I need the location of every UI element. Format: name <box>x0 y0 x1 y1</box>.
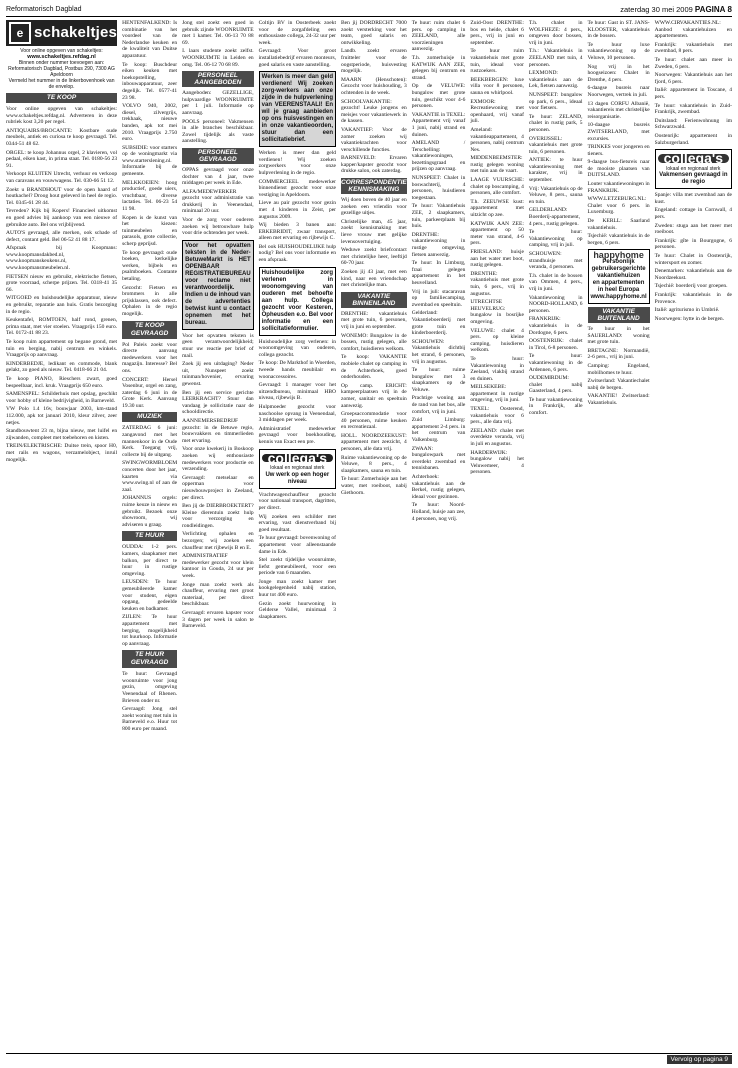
classified-ad: Gevraagd: Jong stel zoekt woning met tuin in Barneveld e.o. Huur tot 800 euro per maand. <box>122 706 178 733</box>
classified-ad: Ruime vakantiewoning op de Veluwe, 8 pers., 4 slaapkamers, sauna en tuin. <box>341 454 407 474</box>
classified-ad: Groepsaccommodatie voor 40 personen, ruime keuken en recreatiezaal. <box>341 411 407 431</box>
page-date: zaterdag 30 mei 2009 PAGINA 8 <box>620 5 732 14</box>
classified-ad: Achterhoek: vakantiehuis aan de Berkel, rustig gelegen, ideaal voor gezinnen. <box>411 474 466 500</box>
classified-ad: DRENTHE: vakantiehuis met grote tuin, 6 pers., vrij in augustus. <box>470 270 524 297</box>
logo-name: schakeltjes <box>34 23 118 41</box>
classified-ad: Zwitserland: Vakantiechalet nabij de bergen. <box>587 378 650 391</box>
classified-ad: 10-daagse busreis ZWITSERLAND, met excursies. <box>587 122 650 142</box>
classified-ad: Gevraagd: ervaren kapster voor 3 dagen per week in salon te Barneveld. <box>182 610 254 630</box>
classified-ad: Christelijke man, 45 jaar, zoekt kennismaking met lieve vrouw met gelijke levensovertuiging. <box>341 218 407 245</box>
classified-ad: T.h.: Vakantiehuis in ZEELAND met tuin, 4 personen. <box>528 48 583 68</box>
section-header-personeel-aangeboden: PERSONEEL AANGEBODEN <box>182 71 254 87</box>
classified-ad: WONEMO: Bungalow in de bossen, rustig gelegen, alle comfort, huisdieren welkom. <box>341 332 407 352</box>
classified-ad: POOLS personeel: Vakmensen in alle branches beschikbaar. Zowel tijdelijk als vaste aanstelling. <box>182 118 254 145</box>
ad-list <box>182 333 254 630</box>
classified-ad: VW Polo 1.4 16v, bouwjaar 2003, km-stand 112.000, apk tot januari 2010, kleur zilver, zeer netjes. <box>6 406 118 426</box>
classified-ad: DRENTHE: vakantiehuis met grote tuin, 6 personen, vrij in juni en september. <box>341 310 407 330</box>
column-7 <box>470 20 524 1056</box>
classified-ad: ADMINISTRATIEF medewerker gezocht voor klein kantoor in Gouda, 24 uur per week. <box>182 553 254 580</box>
classified-ad: SCHOOLVAKANTIE: gezocht! Leuke jongens en meisjes voor vakantiewerk in de kassen. <box>341 98 407 125</box>
classified-ad: Denemarken: vakantiehuis aan de Noordzeekust. <box>654 268 732 281</box>
classified-ad: Te huur: Vakantiehuis ZEE, 2 slaapkamers, tuin, parkeerplaats bij huis. <box>411 203 466 230</box>
ad-list <box>655 20 732 146</box>
classified-ad: Spanje: villa met zwembad aan de kust. <box>654 192 732 205</box>
classified-ad: Te huur: Vakantiewoning op camping, vrij in juli. <box>528 229 583 249</box>
section-header-correspondentie: CORRESPONDENTIE KENNISMAKING <box>341 179 407 194</box>
column-2 <box>122 20 177 1056</box>
happyhome-url[interactable]: www.happyhome.nl <box>590 294 647 300</box>
classified-ad: Voor de zorg voor ouderen zoeken wij betrouwbare hulp voor drie ochtenden per week. <box>182 217 254 237</box>
ad-list <box>412 20 466 522</box>
classified-ad: Te koop: Buschdeur eiken keuken met hoekopstelling, inbouwapparatuur, zeer degelijk. Tel. 0577-41 23 98. <box>122 61 178 101</box>
classified-ad: MAARN (Henschoten): Gezocht voor huishouding, 3 ochtenden in de week. <box>341 76 407 96</box>
classified-ad: Tevreden? Kijk bij Kopers! Financieel uitkomst en goed advies bij aankoop van een nieuwe of gebruikte auto. Bel ons vrijblijvend. <box>6 208 118 228</box>
classified-ad: VOLVO 940, 2002, diesel, zilvergrijs, trekhaak, nieuwe banden, apk tot mei 2010. Vraagprijs 2.750 euro. <box>122 103 178 143</box>
column-1 <box>6 20 117 1056</box>
classified-ad: Zuid-Oost DRENTHE: bos en heide, chalet 6 pers., vrij in juni en september. <box>470 20 524 46</box>
classified-ad: Zuid Limburg: appartement 2-4 pers. in het centrum van Valkenburg. <box>411 417 466 444</box>
classified-ad: Voor online opgeven van schakeltjes: www.schakeltjes.refdag.nl. Adverteren in deze rubriek kost 3,20 per regel. <box>6 106 118 126</box>
classified-ad: Camping: Engeland, mobilhomes te huur. <box>587 362 650 376</box>
classified-ad: Te huur luxe vakantiewoning op de Veluwe, 10 personen. <box>587 41 650 61</box>
classified-ad: OUDDA: 1-2 pers. kamers, slaapkamer met balkon, per direct te huur in rustige omgeving. <box>122 544 178 577</box>
masthead <box>6 4 732 17</box>
classified-ad: 6-daagse busreis naar Noorwegen, vertrek in juli. <box>587 85 650 98</box>
classified-ad: Werken is meer dan geld verdienen! Wij zoeken zorgwerkers voor onze hulpverlening in de regio. <box>258 150 336 176</box>
classified-ad: Kopen is de kunst van het kiezen: tuinmeubelen en parasols, grote collectie, scherp geprijsd. <box>122 214 178 247</box>
classified-ad: Pol Paleis zoekt voor directe aanvang medewerkers voor het magazijn. Interesse? Bel ons. <box>122 341 178 374</box>
classified-ad: Prachtige woning aan de rand van het bos, alle comfort, vrij in juni. <box>411 395 466 415</box>
classified-ad: Coltijn BV in Oosterbeek zoekt voor de zorgafdeling een enthousiaste collega, 24-32 uur per week. <box>258 20 336 46</box>
classified-ad: Nog vrij in het hoogseizoen: Chalet in Drenthe, 4 pers. <box>587 63 650 83</box>
classified-ad: Voor onze kwekerij in Boskoop zoeken wij enthousiaste medewerkers voor productie en verzending. <box>182 446 254 473</box>
classified-ad: Te koop ruim appartement op begane grond, met tuin en berging, nabij centrum en winkels. Vraagprijs op aanvraag. <box>6 339 118 359</box>
column-6 <box>412 20 466 1056</box>
ad-list <box>529 20 583 417</box>
classified-ad: Bel ook HUISHOUDELIJKE hulp nodig? Bel ons voor informatie en een afspraak. <box>258 243 336 264</box>
classified-ad: Verkoopt KLUITEN Utrecht, verhuur en verkoop van caravans en vouwwagens. Tel. 030-66 51 12. <box>6 171 118 184</box>
classified-ad: 13 dagen CORFU Albanië, vakantiereis met christelijke reisorganisatie. <box>587 100 650 120</box>
classified-ad: BARNEVELD: Ervaren kapper/kapster gezocht voor drukke salon, ook zaterdag. <box>341 155 407 175</box>
ad-list <box>259 20 336 68</box>
ad-list <box>341 311 407 496</box>
classified-ad: Weduwe zoekt briefcontact met christelijke heer, leeftijd 60-70 jaar. <box>341 247 407 267</box>
classified-ad: Ameland: vakantieappartement, 4 personen, nabij centrum Nes. <box>470 126 524 153</box>
notice-huishoudelijke: Huishoudelijke zorg verlenen in woonomgeving van ouderen met behoefte aan hulp. Collega gezocht voor Kesteren, Opheusden e.o. Bel voor informatie en een sollicitatieformulier. <box>259 267 336 336</box>
classified-ad: Zweden: stuga aan het meer met roeiboot. <box>654 222 732 236</box>
classified-ad: SUBSIDIE: voor starters op de woningmarkt via www.starterslening.nl. Informatie bij de gemeente. <box>122 144 178 178</box>
ad-list <box>259 339 336 446</box>
classified-ad: TEXEL: Oosterend, vakantiehuis voor 6 pers., alle data vrij. <box>470 406 524 426</box>
classified-ad: AANNEMERSBEDRIJF gezocht: in de Betuwe regio, bouwvakkers en timmerlieden met ervaring. <box>182 417 254 444</box>
classified-ad: Zoek jij een uitdaging? Neder uit, Nunspeet zoekt tuinman/hovenier, ervaring gewenst. <box>182 361 254 387</box>
classified-ad: Te huur: In Limburg, fraai gelegen appartement in het heuvelland. <box>411 260 466 286</box>
classified-ad: Te huur gevraagd: bovenwoning of appartement voor alleenstaande dame in Ede. <box>258 535 336 555</box>
classified-ad: ZATERDAG 6 juni: zangavond met het mannenkoor in de Oude Kerk. Toegang vrij, collecte bij de uitgang. <box>122 425 178 458</box>
classified-ad: AUTO'S gevraagd, alle merken, ook schade of defect, contant geld. Bel 06-52 41 88 17. <box>6 230 118 243</box>
classified-ad: ANTIEK: te huur vakantiewoning met karakter, vrij in september. <box>528 157 583 184</box>
ad-list <box>182 20 254 68</box>
classified-ad: HENTENFALKEND: Is combinatie van het voordeel van de Nederlandse keuken en de kwaliteit van Duitse apparatuur. <box>122 20 178 59</box>
classified-ad: ZEELAND: chalet met overdekte veranda, vrij in juli en augustus. <box>470 427 524 448</box>
classified-ad: OUDEMIRDUM: chalet nabij Gaasterland, 4 pers. <box>528 375 583 395</box>
classified-ad: Gelderland: Vakantieboerderij met grote tuin en kinderboerderij. <box>411 310 466 337</box>
classified-ad: T.h. ZEEUWSE kust: appartement met uitzicht op zee. <box>470 198 524 219</box>
classified-ad: ANTIQUAIRS/BROCANTE: Kostbare oude meubels, antiek en curiosa te koop gevraagd. Tel. 0344-51 48 62. <box>6 127 118 147</box>
classified-ad: Gevraagd: metselaar en opperman voor nieuwbouwproject in Zeeland, per direct. <box>182 474 254 501</box>
classified-ad: Frankrijk: gîte in Bourgogne, 6 personen. <box>654 237 732 251</box>
classified-ad: Vrij: Vakantiehuis op de Veluwe, 8 pers., sauna en tuin. <box>528 185 583 205</box>
classified-ad: Te huur: Noord-Holland, huisje aan zee, 4 personen, nog vrij. <box>411 502 466 522</box>
classified-ad: CONCERT: Hersel Vosenbur, orgel en zang, zaterdag 6 juni in de Grote Kerk. Aanvang 19.30 uur. <box>122 376 178 409</box>
classified-ad: KATWIJK AAN ZEE: appartement op 50 meter van strand, 4-6 pers. <box>470 220 524 247</box>
classified-ad: Jonge man zoekt kamer met kookgelegenheid nabij station, huur tot 400 euro. <box>258 578 336 599</box>
section-header-te-huur-gevraagd: TE HUUR GEVRAAGD <box>122 650 177 668</box>
classified-ad: Te huur: Chalet in Oostenrijk, wintersport en zomer. <box>654 253 732 266</box>
section-header-vakantie-buitenland: VAKANTIE BUITENLAND <box>588 307 650 323</box>
section-header-te-huur: TE HUUR <box>122 531 177 541</box>
classified-ad: Tsjechië: vakantiehuis in de bergen, 6 pers. <box>587 233 650 246</box>
classified-ad: SWINGWORMBLOEM concerten door het jaar, kaarten via www.swing.nl of aan de zaal. <box>122 460 178 493</box>
classified-ad: NUNSPEET: bungalow op park, 6 pers., ideaal voor fietsers. <box>528 91 583 112</box>
classified-ad: MEILSEKEBE: appartement in rustige omgeving, vrij in juni. <box>470 384 524 404</box>
ad-list <box>182 167 254 237</box>
classified-ad: WWW.CIRVAKANTIES.NL: Aanbod vakantiehuizen en appartementen. <box>654 20 732 40</box>
classified-ad: AMELAND / Terschelling: vakantiewoningen, bezettingsgraad en prijzen op aanvraag. <box>411 140 466 173</box>
classified-ad: TRINKES voor jongeren en tieners. <box>587 144 650 157</box>
classified-ad: JOHANNUS orgels: ruime keuze in nieuw en gebruikt. Bezoek onze showroom, wij adviseren u graag. <box>122 495 178 528</box>
classified-ad: T.h. zomerhuisje in KATWIJK AAN ZEE, gelegen bij centrum en strand. <box>411 54 466 81</box>
classified-ad: UTRECHTSE HEUVELRUG: bungalow in bosrijke omgeving. <box>470 299 524 325</box>
columns <box>6 20 732 1056</box>
classified-ad: Noorwegen: Vakantiehuis aan het fjord, 6 pers. <box>654 72 732 85</box>
classified-ad: SCHOUWEN: strandhuisje met veranda, 4 personen. <box>528 251 583 271</box>
classified-ad: Te huur ruim vakantiehuis met grote tuin, ideaal voor rustzoekers. <box>470 48 524 75</box>
collega-promo: collega's lokaal en regionaal sterk Uw werk op een hoger niveau <box>259 449 336 489</box>
classified-ad: Te huur: Gast in ST. JANS-KLOOSTER, vakantiehuis in de bossen. <box>587 20 650 40</box>
classified-ad: Te huur: ruime bungalow met 3 slaapkamers op de Veluwe. <box>411 367 466 393</box>
classified-ad: BRETAGNE: Normandië, 2-6 pers., vrij in juni. <box>587 347 650 361</box>
classified-ad: Frankrijk: vakantiehuis in de Provence. <box>654 292 732 305</box>
section-header-muziek: MUZIEK <box>122 412 177 422</box>
classified-ad: LEUSDEN: Te huur gemeubileerde kamer voor student, eigen opgang, gedeelde keuken en badkamer. <box>122 579 178 612</box>
classified-ad: TREIN/ELEKTRISCHE: Duitse trein, spoor H0, met rails en wagons, verzamelobject, inruil mogelijk. <box>6 443 118 463</box>
column-8 <box>529 20 583 1056</box>
classified-ad: DRENTHE: vakantiewoning in rustige omgeving, fietsen aanwezig. <box>411 231 466 258</box>
classified-ad: Huishoudelijke zorg verlenen: in woonomgeving van ouderen, collega gezocht. <box>258 338 336 358</box>
classified-ad: T.h. chalet in WOLFHEZE: 4 pers., omgeven door bossen, vrij in juni. <box>528 20 583 46</box>
classified-ad: SAMENSPEL: Schilderhuis met opslag, geschikt voor hobby of kleine bedrijvigheid, in Barneveld. <box>6 391 118 404</box>
classified-ad: Te huur: vakantiewoning in de Ardennen, 6 pers. <box>528 353 583 373</box>
ad-list <box>341 197 407 289</box>
classified-ad: Gezin zoekt huurwoning in Gelderse Vallei, minimaal 3 slaapkamers. <box>258 600 336 620</box>
classified-ad: Gevraagd: 1 manager voor het uitzendbureau, minimaal HBO niveau, rijbewijs B. <box>258 382 336 402</box>
newspaper-name: Reformatorisch Dagblad <box>6 6 82 13</box>
classified-ad: Wij doen boven de 40 jaar en zoeken een vriendin voor gezellige uitjes. <box>341 197 407 217</box>
classified-ad: Stel zoekt tijdelijke woonruimte, liefst gemeubileerd, voor een periode van 6 maanden. <box>258 557 336 577</box>
classified-ad: Gezocht: Fietsen en brommers in alle prijsklassen, ook defect. Ophalen in de regio mogelijk. <box>122 284 178 317</box>
notice-werken-geld: Werken is meer dan geld verdienen! Wij zoeken zorg-werkers aan onze zijde in de hulpverlening van VEERENSTAALI! En wil je graag aanbieden op ons huisvestingen en in onze vakantieoorden, stuur dan een sollicitatiebrief. <box>259 71 336 147</box>
classified-ad: Te koop: De Markthof in Woerden, tweede hands meubilair en woonaccessoires. <box>258 360 336 380</box>
classified-ad: Landb. zoekt ervaren fruitteler voor de oogstperiode, huisvesting mogelijk. <box>341 48 407 75</box>
column-5 <box>341 20 407 1056</box>
classified-ad: KINDERBEDJE, ledikant en commode, blank gelakt, zo goed als nieuw. Tel. 0418-66 21 04. <box>6 360 118 374</box>
classified-ad: Afspraak bij Koopmans: www.koopmansdakbed.nl, www.koopmanskeukens.nl, www.koopmansmeubelen.nl. <box>6 245 118 272</box>
classified-ad: Wij zoeken een schilder met ervaring, vast dienstverband bij goed resultaat. <box>258 513 336 533</box>
section-header-vakantie-binnenland: VAKANTIE BINNENLAND <box>341 292 407 308</box>
classified-ad: Hulpmoeder gezocht voor naschoolse opvang in Veenendaal, 3 middagen per week. <box>258 404 336 424</box>
classified-ad: FRANKRIJK: vakantiehuis in de Dordogne, 6 pers. <box>528 316 583 336</box>
page-label: PAGINA <box>694 5 726 14</box>
classified-ad: HOLL. NOORDZEEKUST: appartement met zeezicht, 4 personen, alle data vrij. <box>341 432 407 453</box>
classified-ad: ALFA/MEDEWERKER gezocht voor administratie van drukkerij in Veenendaal, minimaal 20 uur. <box>182 188 254 215</box>
ad-list <box>470 20 524 476</box>
column-9 <box>588 20 650 1056</box>
classified-ad: Wij bieden 3 banen aan: ERKEBRIDIT, zwaar transport, alleen met ervaring en rijbewijs C. <box>258 222 336 242</box>
column-4 <box>259 20 336 1056</box>
classified-ad: FRIESLAND: huisje aan het water met boot, rustig gelegen. <box>470 249 524 269</box>
logo-emblem-icon: e <box>9 22 31 44</box>
classified-ad: Louter vakantiewoningen in FRANKRIJK. <box>587 181 650 194</box>
classified-ad: Voor het opvatten teksten is geen verantwoordelijkheid; stuur uw reactie per brief of mail. <box>182 332 254 359</box>
classified-ad: VELUWE: chalet 4 pers. op kleine camping, huisdieren welkom. <box>470 327 524 354</box>
classified-ad: Zoekt u BRANDHOUT voor de open haard of houtkachel? Droog hout geleverd in heel de regio. Tel. 0345-61 28 44. <box>6 186 118 206</box>
classified-ad: Ben jij de DIERBROEKTERT? Kleine dierentuin zoekt hulp voor verzorging en rondleidingen. <box>182 503 254 529</box>
classified-ad: Op de VELUWE: bungalow met grote tuin, geschikt voor 4-6 personen. <box>411 83 466 110</box>
classified-ad: Gevraagd: Voor groot installatiebedrijf ervaren monteurs, goed salaris en vaste aanstelling. <box>258 48 336 68</box>
classified-ad: WITGOED en huishoudelijke apparatuur, nieuw en gebruikt, reparatie aan huis. Gratis bezorging in de regio. <box>6 295 118 315</box>
classified-ad: MELKKOEIEN: hoog productief, goede uiers, vruchtbaar, diverse lactaties. Tel. 06-23 54 11 98. <box>122 179 178 213</box>
classified-ad: HARDERWIJK: bungalow nabij het Veluwemeer, 4 personen. <box>470 449 524 476</box>
classified-ad: Jonge man zoekt werk als chauffeur, ervaring met groot materiaal, per direct beschikbaar. <box>182 581 254 608</box>
classified-ad: Ben jij DORDRECHT 7000 zoekt versterking voor het team, goed salaris en ontwikkeling. <box>341 20 407 46</box>
classified-ad: Frankrijk: vakantiehuis met zwembad, 8 pers. <box>654 41 732 55</box>
classified-ad: Oostenrijk: appartement in Salzburgerland. <box>654 132 732 146</box>
classified-ad: Italië: agriturismo in Umbrië. <box>654 307 720 314</box>
classified-ad: GELDERLAND: Boerderij-appartement, 4 pers., rustig gelegen. <box>528 207 581 227</box>
logo-url[interactable]: www.schakeltjes.refdag.nl <box>27 54 96 60</box>
classified-ad: Jong stel zoekt een goed in gebruik zijnde WOONRUIMTE met 1 kamer. Tel. 06-13 70 88 69. <box>182 20 254 46</box>
classified-ad: FIETSEN nieuw en gebruikt, elektrische fietsen, grote voorraad, scherpe prijzen. Tel. 0318-41 35 66. <box>6 273 118 293</box>
classified-ad: De KERLL: Saarland vakantiehuis. <box>587 218 650 231</box>
schakeltjes-logo: e schakeltjes Voor online opgeven van schakeltjes: www.schakeltjes.refdag.nl Binnen onder nummer toevoegen aan: Reformatorisch Dagblad, Postbus 290, 7300 AG Apeldoorn Vermeld het nummer in de linkerbovenhoek van de envelop. <box>6 20 117 90</box>
classified-ad: Te huur in het SAUERLAND: woning met grote tuin. <box>587 326 650 346</box>
classified-ad: Noorwegen: hytte in de bergen. <box>654 315 725 322</box>
classified-ad: 9-daagse bus-fietsreis naar de mooiste plaatsen van DUITSLAND. <box>587 159 650 179</box>
classified-ad: Tsjechië: boerderij voor groepen. <box>654 283 728 290</box>
classified-ad: Lieve au pair gezocht voor gezin met 4 kinderen in Zeist, per augustus 2009. <box>258 200 336 220</box>
collega-logo: collega's <box>262 454 333 463</box>
classified-ad: LEXMOND: vakantiehuis aan de Lek, fietsen aanwezig. <box>528 70 583 90</box>
classified-ad: ZWAAN: bungalowpark met overdekt zwembad en tennisbanen. <box>411 445 466 472</box>
classified-ad: WWW.LETZEBURG.NL: Chalet voor 6 pers. in Luxemburg. <box>587 196 650 216</box>
ad-list <box>341 20 407 175</box>
classified-ad: ZIJLEN: Te huur appartement met berging, mogelijkheid tot huurkoop. Informatie op aanvraag. <box>122 614 178 647</box>
ad-list <box>259 150 336 264</box>
classified-ad: Te huur: Gevraagd woonruimte voor jong gezin, omgeving Veenendaal of Rhenen. Brieven onder nr. <box>122 671 178 704</box>
classified-ad: Aangeboden: GEZELLIGE, hulpvaardige WOONRUIMTE per 1 juli. Informatie op aanvraag. <box>182 90 254 116</box>
classified-ad: Zoeken jij 43 jaar, met een kind, naar een vriendschap met christelijke man. <box>341 269 407 289</box>
classified-ad: Te huur: chalet aan meer in Zweden, 6 pers. <box>654 56 732 70</box>
classified-ad: Italië: appartement in Toscane, 4 pers. <box>654 87 732 100</box>
classified-ad: T.h. chalet in de bossen van Ommen, 4 pers., vrij in juni. <box>528 272 583 292</box>
classified-ad: Te koop gevraagd: oude boeken, kerkelijke werken, bijbels en psalmboeken. Contante betaling. <box>122 249 178 282</box>
classified-ad: OPPAS gevraagd voor onze dochter van 4 jaar, twee middagen per week in Ede. <box>182 166 254 187</box>
classified-ad: Te huur: Vakantiewoning in Zeeland, vlakbij strand en duinen. <box>470 355 524 382</box>
bottom-rule <box>6 1053 732 1054</box>
column-3 <box>182 20 254 1056</box>
classified-ad: Te koop PIANO, Rieschers zwart, goed bespeelbaar, incl. kruk. Vraagprijs 650 euro. <box>6 375 118 389</box>
classified-ad: OOSTENRIJK: chalet in Tirol, 6-8 personen. <box>528 338 583 351</box>
ad-list <box>655 192 732 322</box>
ad-list <box>588 326 650 407</box>
section-header-te-koop-gevraagd: TE KOOP GEVRAAGD <box>122 321 177 339</box>
classified-ad: Vakantiewoning in NOORD-HOLLAND, 6 personen. <box>528 294 583 314</box>
happyhome-logo: happyhome <box>593 250 644 261</box>
ad-list <box>122 425 177 528</box>
classified-ad: Keukentafel, ROMTOEN, half rond, grenen, prima staat, met vier stoelen. Vraagprijs 150 euro. Tel. 0172-41 88 23. <box>6 317 118 337</box>
classified-ad: SCHOUWEN: Vakantiehuis dichtbij het strand, 6 personen, vrij in augustus. <box>411 338 466 365</box>
classified-ad: BEEKBERGEN: luxe villa voor 8 personen, sauna en whirlpool. <box>470 76 524 96</box>
classified-ad: Op camp. ERICHT: kampeerplaatsen vrij in de zomer, sanitair en speeltuin aanwezig. <box>341 382 407 409</box>
classified-ad: NUNSPEET: Chalet in boswachterij, 4 personen, huisdieren toegestaan. <box>411 175 466 201</box>
classified-ad: I. laars studente zoekt zelfst. WOONRUIMTE in Leiden en omg. Tel. 06-12 70 68 89. <box>182 48 254 68</box>
ad-list <box>182 90 254 145</box>
collega-promo-2: collega's lokaal en regionaal sterk Vakmensen gevraagd in de regio <box>655 149 732 189</box>
happyhome-promo: happyhome Persoonlijk gebruikersgerichte vakantiehuizen en appartementen in heel Europa www.happyhome.nl <box>588 249 650 304</box>
ad-list <box>259 492 336 621</box>
ad-list <box>6 106 117 463</box>
classified-ad: Vrachtwagenchauffeur gezocht voor nationaal transport, dagritten, per direct. <box>258 491 336 511</box>
classified-ad: EXMOOR: Recreatiewoning met openhaard, vrij vanaf juli. <box>470 98 524 125</box>
classified-ad: MIDDENBEEMSTER: rustig gelegen woning met tuin aan de vaart. <box>470 155 524 175</box>
section-header-personeel-gevraagd: PERSONEEL GEVRAAGD <box>182 148 254 164</box>
ad-list <box>588 20 650 246</box>
continued-note[interactable]: Vervolg op pagina 9 <box>667 1055 732 1064</box>
classified-ad: VAKANTIE in TEXEL: Appartement vrij vanaf 1 juni, nabij strand en duinen. <box>411 111 466 138</box>
notice-opvattingen: Voor het opvatten teksten in de Neder-BetuweMarkt is HET OPENBAAR REGISTRATIEBUREAU voor reclame niet verantwoordelijk. Indien u de inhoud van de advertenties betwist kunt u contact opnemen met het bureau. <box>182 240 254 330</box>
ad-list <box>122 671 177 732</box>
classified-ad: OVERIJSSEL: vakantiehuis met grote tuin, 6 personen. <box>528 135 583 155</box>
column-10 <box>655 20 732 1056</box>
section-header-te-koop: TE KOOP <box>6 93 117 103</box>
classified-ad: Te huur vakantiewoning in Frankrijk, alle comfort. <box>528 396 583 417</box>
classified-ad: Administratief medewerker gevraagd voor boekhouding, kennis van Exact een pre. <box>258 425 336 445</box>
classified-ad: COMMERCIEEL medewerker binnendienst gezocht voor onze vestiging in Apeldoorn. <box>258 178 336 198</box>
classified-ad: VAKANTIEF: Voor de zomer zoeken wij vakantiekrachten voor verschillende functies. <box>341 126 407 153</box>
classified-ad: Te huur: Zomerhuisje aan het water, met roeiboot, nabij Giethoorn. <box>341 476 407 496</box>
classified-ad: ORGEL: te koop Johannus orgel, 2 klavieren, vol pedaal, eiken kast, in prima staat. Tel. 0180-56 23 91. <box>6 149 118 169</box>
classified-ad: Duitsland: Ferienwohnung im Schwarzwald. <box>654 117 732 131</box>
classified-ad: Verlichting ophalen en bezorgen; wij zoeken een chauffeur met rijbewijs B en E. <box>182 531 254 551</box>
classified-ad: Te huur: ruim chalet 6 pers. op camping in ZEELAND, alle voorzieningen aanwezig. <box>411 20 466 53</box>
ad-list <box>122 544 177 647</box>
classified-ad: Standbouwtent 23 m, bijna nieuw, met luifel en zijwanden, compleet met toebehoren en kisten. <box>6 428 118 441</box>
classified-ad: Ben jij een service gerichte LEERKRACHT? Stuur dan vandaag je sollicitatie naar de schooldirectie. <box>182 389 254 416</box>
collega-logo-2: collega's <box>658 154 729 163</box>
page-number: 8 <box>727 5 732 14</box>
classified-ad: LAAGE VUURSCHE: chalet op boscamping, 4 personen, alle comfort. <box>470 177 524 197</box>
classified-ad: VAKANTIE! Zwitserland: Vakantiehuis. <box>587 393 650 406</box>
ad-list <box>122 342 177 410</box>
classified-ad: Te huur: ZELAND, chalet in rustig park, 5 personen. <box>528 113 583 133</box>
classified-ad: Te huur: vakantiehuis in Zuid-Frankrijk, zwembad. <box>654 102 732 116</box>
classified-ad: Te koop: VAKANTIE mobiele chalet op camping in de Achterhoek, goed onderhouden. <box>341 354 407 381</box>
classified-ad: Engeland: cottage in Cornwall, 4 pers. <box>654 207 732 221</box>
ad-list <box>122 20 177 318</box>
classified-ad: Vrij in juli: stacaravan op familiecamping, zwembad en speeltuin. <box>411 288 466 308</box>
